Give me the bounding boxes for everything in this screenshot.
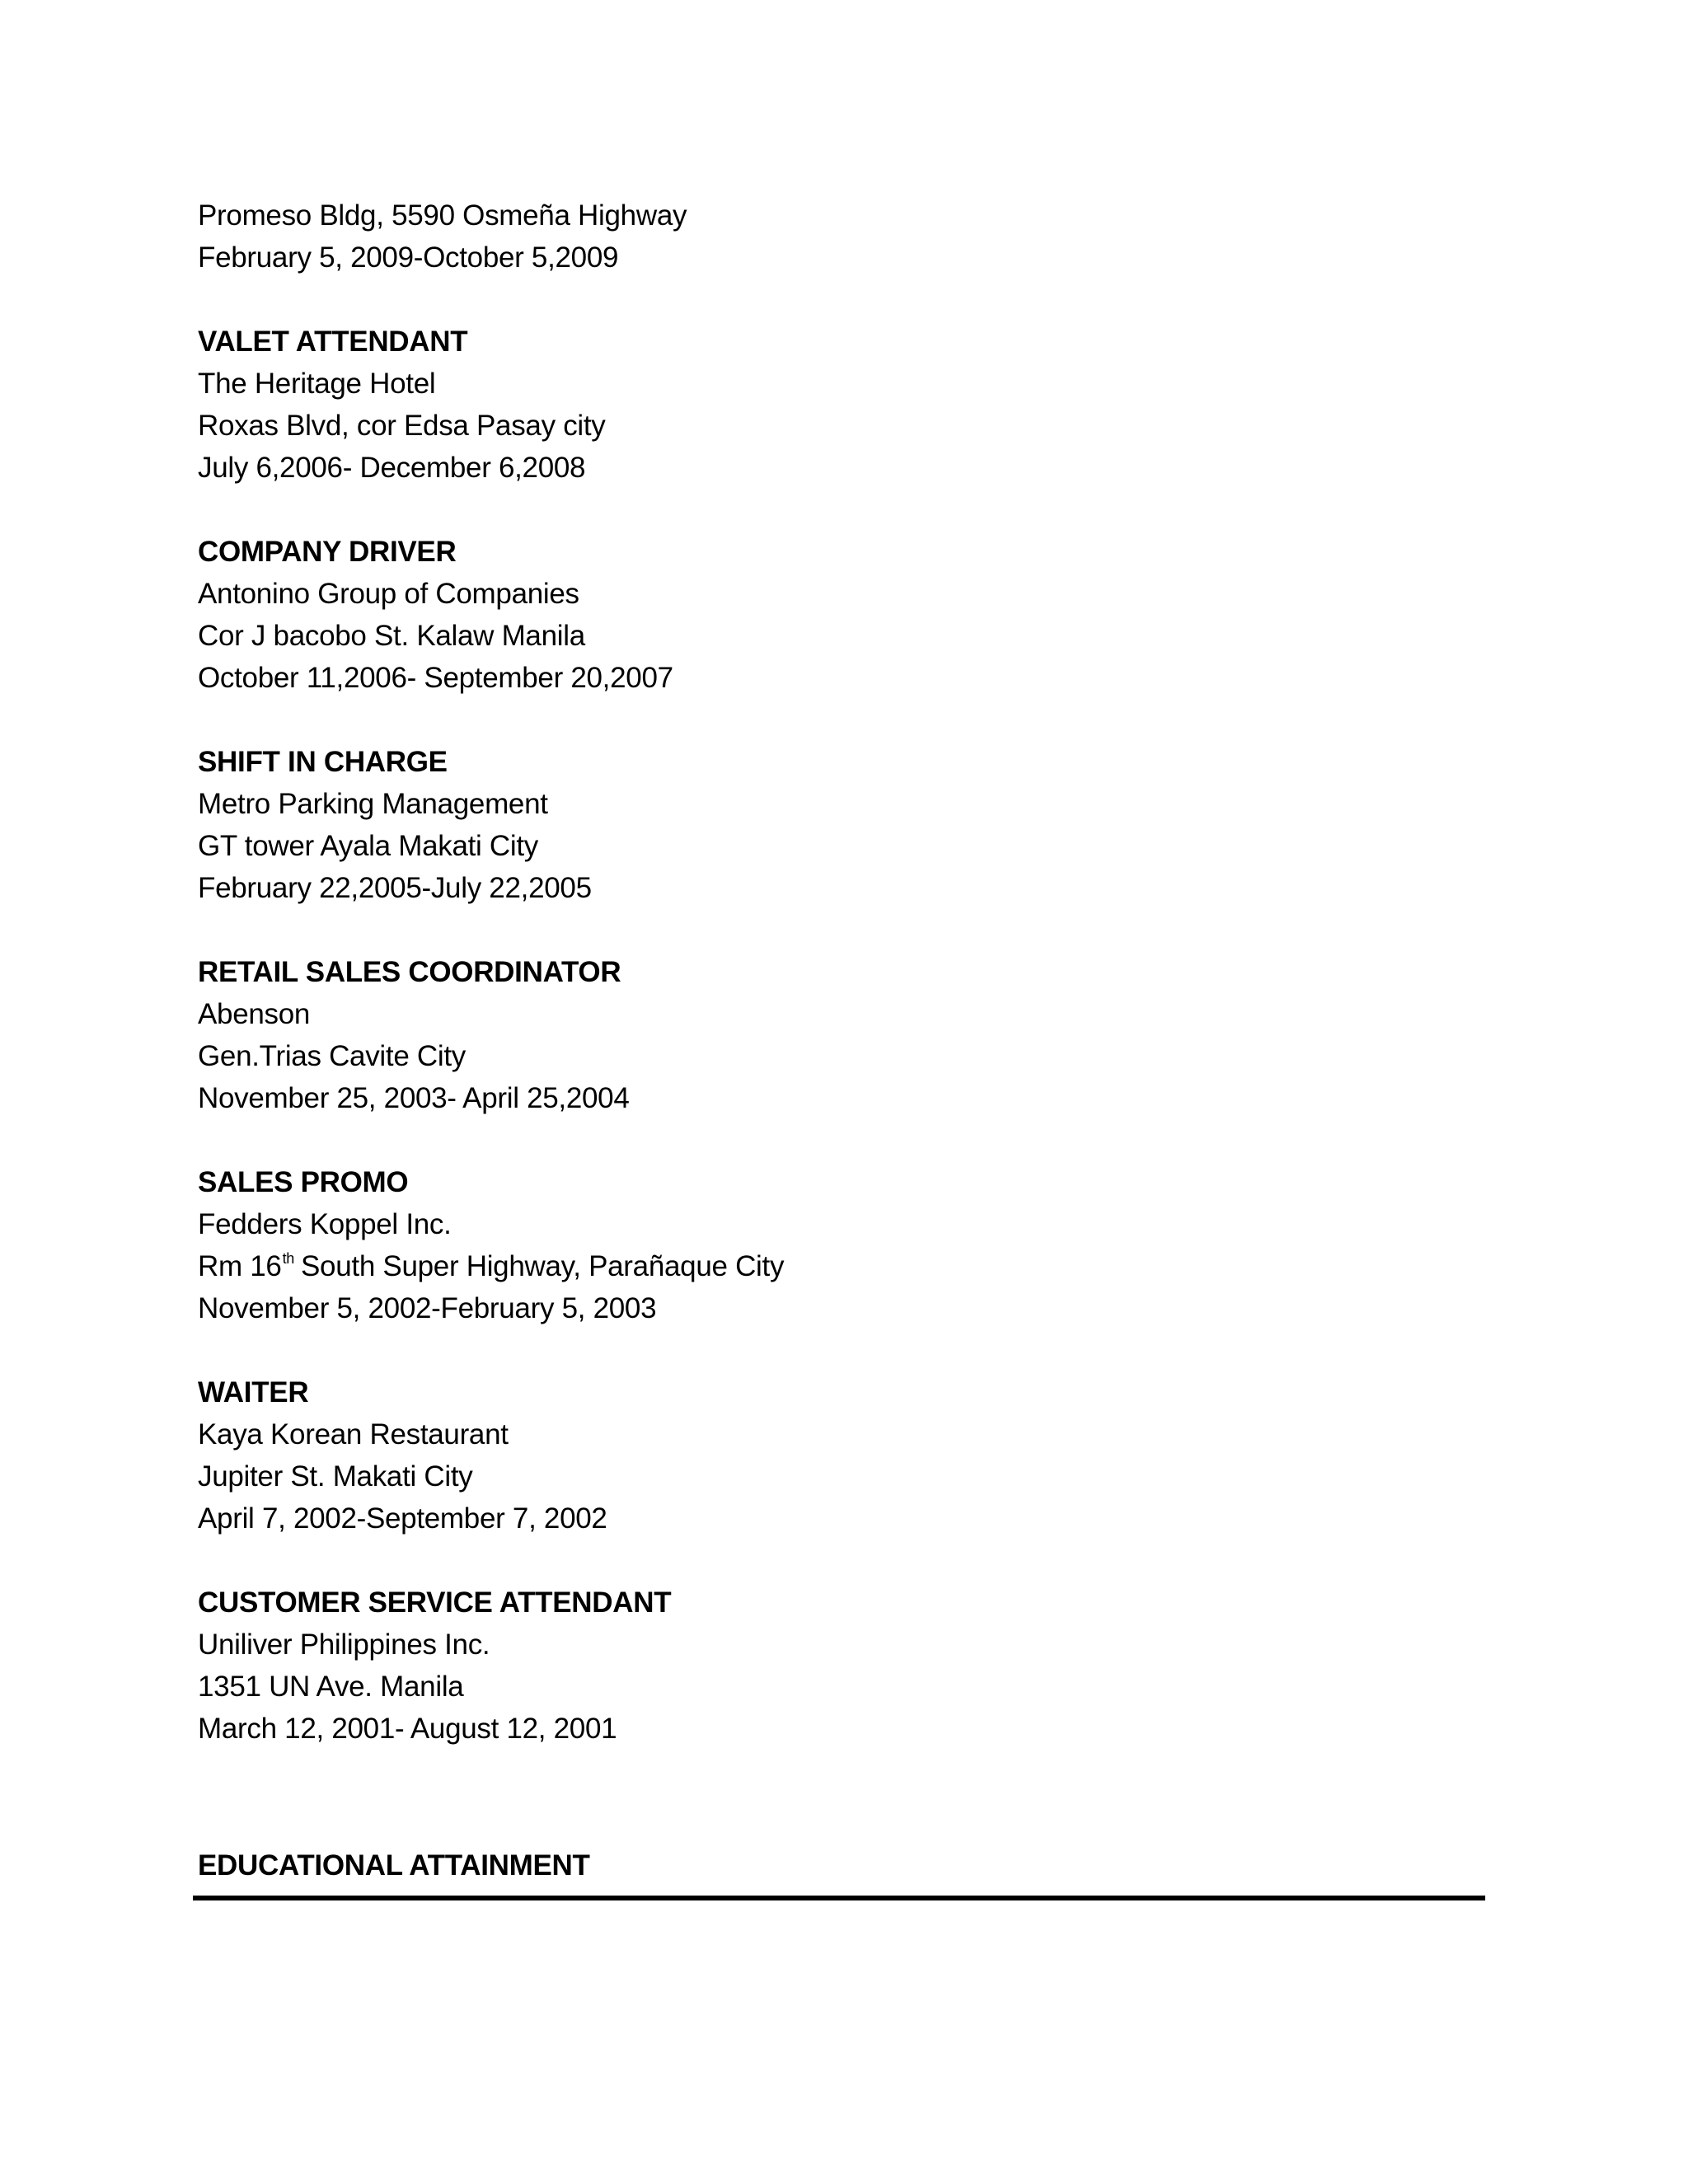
job-entry-retail-sales-coordinator — [198, 951, 1484, 1119]
job-company: Uniliver Philippines Inc. — [198, 1629, 490, 1661]
job-address: Jupiter St. Makati City — [198, 1460, 473, 1493]
job-title: COMPANY DRIVER — [198, 536, 457, 568]
job-entry-shift-in-charge — [198, 741, 1484, 909]
educational-attainment-heading: EDUCATIONAL ATTAINMENT — [198, 1849, 590, 1882]
work-experience-list — [198, 194, 1484, 1792]
address-suffix: South Super Highway, Parañaque City — [301, 1250, 785, 1282]
section-divider — [193, 1896, 1485, 1900]
job-entry-valet-attendant — [198, 321, 1484, 489]
job-dates: November 25, 2003- April 25,2004 — [198, 1082, 630, 1114]
job-company: Fedders Koppel Inc. — [198, 1208, 452, 1240]
job-dates: July 6,2006- December 6,2008 — [198, 452, 586, 484]
job-entry-sales-promo — [198, 1161, 1484, 1329]
job-entry-waiter — [198, 1371, 1484, 1540]
job-dates: April 7, 2002-September 7, 2002 — [198, 1502, 607, 1535]
job-title: RETAIL SALES COORDINATOR — [198, 956, 621, 988]
job-title: VALET ATTENDANT — [198, 326, 468, 358]
job-entry-company-driver — [198, 531, 1484, 699]
job-address: Roxas Blvd, cor Edsa Pasay city — [198, 410, 606, 442]
job-company: The Heritage Hotel — [198, 368, 436, 400]
job-title: SALES PROMO — [198, 1166, 409, 1198]
job-dates: February 22,2005-July 22,2005 — [198, 872, 592, 904]
job-title: SHIFT IN CHARGE — [198, 746, 448, 778]
job-dates: October 11,2006- September 20,2007 — [198, 662, 673, 694]
job-dates: March 12, 2001- August 12, 2001 — [198, 1713, 617, 1745]
job-dates: November 5, 2002-February 5, 2003 — [198, 1292, 657, 1324]
job-address: GT tower Ayala Makati City — [198, 830, 539, 862]
job-dates: February 5, 2009-October 5,2009 — [198, 241, 619, 274]
job-company: Abenson — [198, 998, 311, 1030]
job-address — [198, 1245, 1484, 1287]
job-entry-previous — [198, 194, 1484, 279]
job-address: 1351 UN Ave. Manila — [198, 1671, 464, 1703]
job-title: CUSTOMER SERVICE ATTENDANT — [198, 1586, 672, 1619]
address-prefix: Rm 16 — [198, 1250, 282, 1282]
job-title: WAITER — [198, 1376, 309, 1408]
job-address: Gen.Trias Cavite City — [198, 1040, 466, 1072]
job-address: Promeso Bldg, 5590 Osmeña Highway — [198, 199, 687, 232]
job-company: Antonino Group of Companies — [198, 578, 579, 610]
job-address: Cor J bacobo St. Kalaw Manila — [198, 620, 585, 652]
job-company: Metro Parking Management — [198, 788, 548, 820]
job-entry-customer-service-attendant — [198, 1582, 1484, 1750]
ordinal-suffix: th — [282, 1250, 295, 1268]
job-company: Kaya Korean Restaurant — [198, 1418, 509, 1451]
